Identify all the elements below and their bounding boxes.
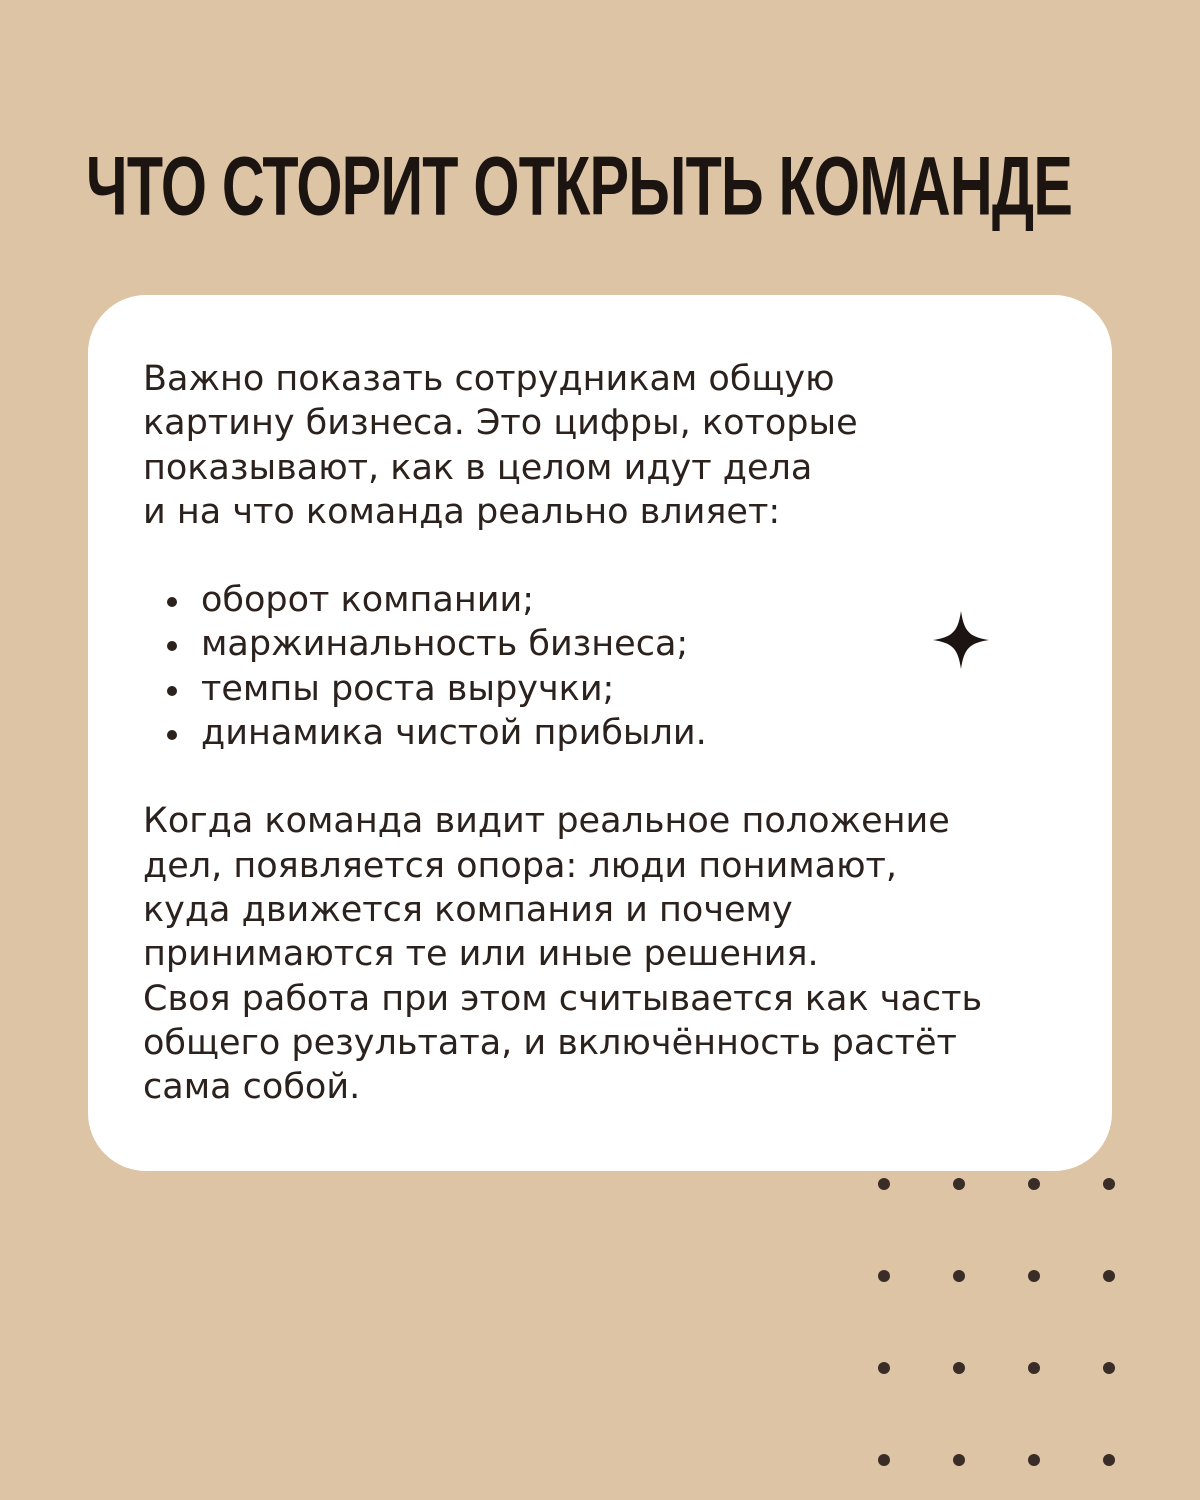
- content-card: [88, 295, 1112, 1171]
- decorative-dot: [878, 1178, 890, 1190]
- paragraph-gap: [143, 534, 1103, 578]
- decorative-dot: [953, 1362, 965, 1374]
- outro-line: Своя работа при этом считывается как часть: [143, 978, 983, 1019]
- decorative-dot: [1103, 1178, 1115, 1190]
- dot-grid: [870, 1170, 1130, 1480]
- paragraph-gap: [143, 755, 1103, 799]
- sparkle-icon: [933, 611, 989, 669]
- outro-line: принимаются те или иные решения.: [143, 934, 819, 975]
- outro-line: общего результата, и включённость растёт: [143, 1022, 957, 1063]
- card-text: [143, 357, 1103, 1109]
- decorative-dot: [1103, 1270, 1115, 1282]
- decorative-dot: [1028, 1362, 1040, 1374]
- intro-line: картину бизнеса. Это цифры, которые: [143, 403, 858, 444]
- decorative-dot: [878, 1454, 890, 1466]
- decorative-dot: [953, 1454, 965, 1466]
- intro-line: Важно показать сотрудникам общую: [143, 359, 835, 399]
- list-item: динамика чистой прибыли.: [143, 711, 1103, 755]
- decorative-dot: [878, 1270, 890, 1282]
- outro-line: дел, появляется опора: люди понимают,: [143, 845, 898, 886]
- intro-line: и на что команда реально влияет:: [143, 491, 781, 532]
- decorative-dot: [1028, 1178, 1040, 1190]
- list-item: оборот компании;: [143, 578, 1103, 622]
- decorative-dot: [1028, 1454, 1040, 1466]
- decorative-dot: [878, 1362, 890, 1374]
- outro-line: куда движется компания и почему: [143, 889, 793, 930]
- decorative-dot: [953, 1178, 965, 1190]
- decorative-dot: [1103, 1454, 1115, 1466]
- outro-line: сама собой.: [143, 1067, 361, 1108]
- decorative-dot: [953, 1270, 965, 1282]
- outro-line: Когда команда видит реальное положение: [143, 801, 950, 842]
- decorative-dot: [1028, 1270, 1040, 1282]
- intro-line: показывают, как в целом идут дела: [143, 447, 813, 488]
- list-item: темпы роста выручки;: [143, 667, 1103, 711]
- list-item: маржинальность бизнеса;: [143, 622, 1103, 666]
- decorative-dot: [1103, 1362, 1115, 1374]
- page-title: ЧТО СТОРИТ ОТКРЫТЬ КОМАНДЕ: [86, 139, 1073, 234]
